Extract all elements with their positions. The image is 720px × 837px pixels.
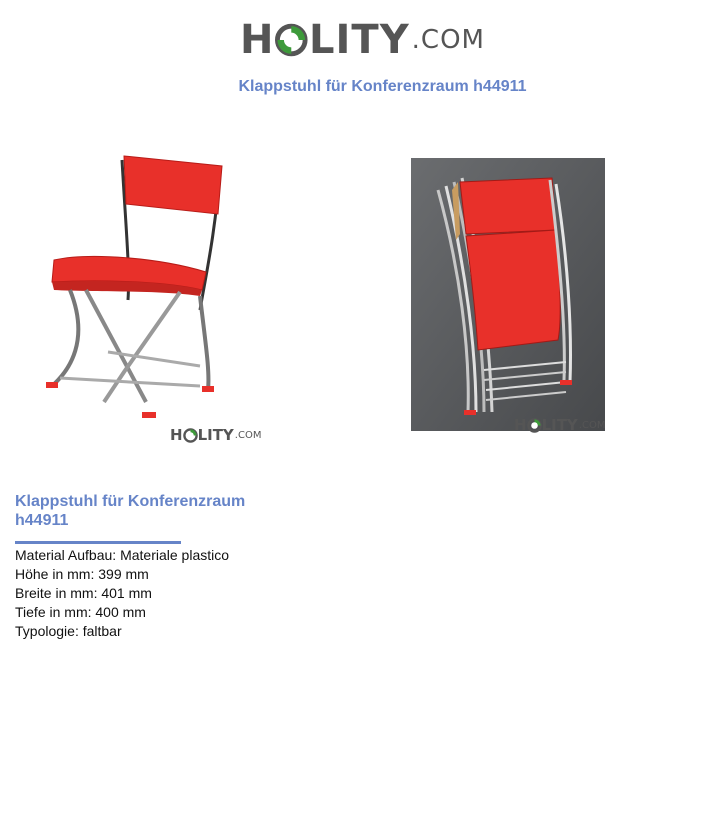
product-title: Klappstuhl für Konferenzraum h44911	[15, 493, 246, 529]
watermark-text-end: LITY	[541, 416, 578, 434]
holity-logo	[240, 12, 485, 68]
watermark-text-start: H	[170, 426, 183, 444]
title-divider	[15, 541, 181, 544]
spec-row-height: Höhe in mm: 399 mm	[15, 566, 149, 582]
page-title: Klappstuhl für Konferenzraum h44911	[238, 78, 527, 95]
watermark-right	[514, 416, 605, 434]
watermark-o-icon	[183, 428, 198, 443]
watermark-o-icon	[527, 418, 542, 433]
spec-row-depth: Tiefe in mm: 400 mm	[15, 604, 146, 620]
stacked-chairs-icon	[400, 150, 615, 440]
watermark-text-start: H	[514, 416, 527, 434]
logo-text-end: LITY	[309, 17, 410, 63]
product-specs	[15, 546, 229, 641]
watermark-text-end: LITY	[197, 426, 234, 444]
watermark-suffix: .COM	[578, 419, 606, 431]
chair-icon	[30, 140, 270, 450]
logo-text-start: H	[240, 17, 275, 63]
spec-row-type: Typologie: faltbar	[15, 623, 122, 639]
logo-o-icon	[275, 20, 308, 60]
watermark-left	[170, 426, 261, 444]
product-image-open-chair	[30, 140, 270, 450]
spec-row-width: Breite in mm: 401 mm	[15, 585, 152, 601]
logo-suffix: .COM	[411, 25, 485, 55]
product-image-stacked-chairs	[400, 150, 615, 440]
watermark-suffix: .COM	[234, 429, 262, 441]
spec-row-material: Material Aufbau: Materiale plastico	[15, 547, 230, 563]
